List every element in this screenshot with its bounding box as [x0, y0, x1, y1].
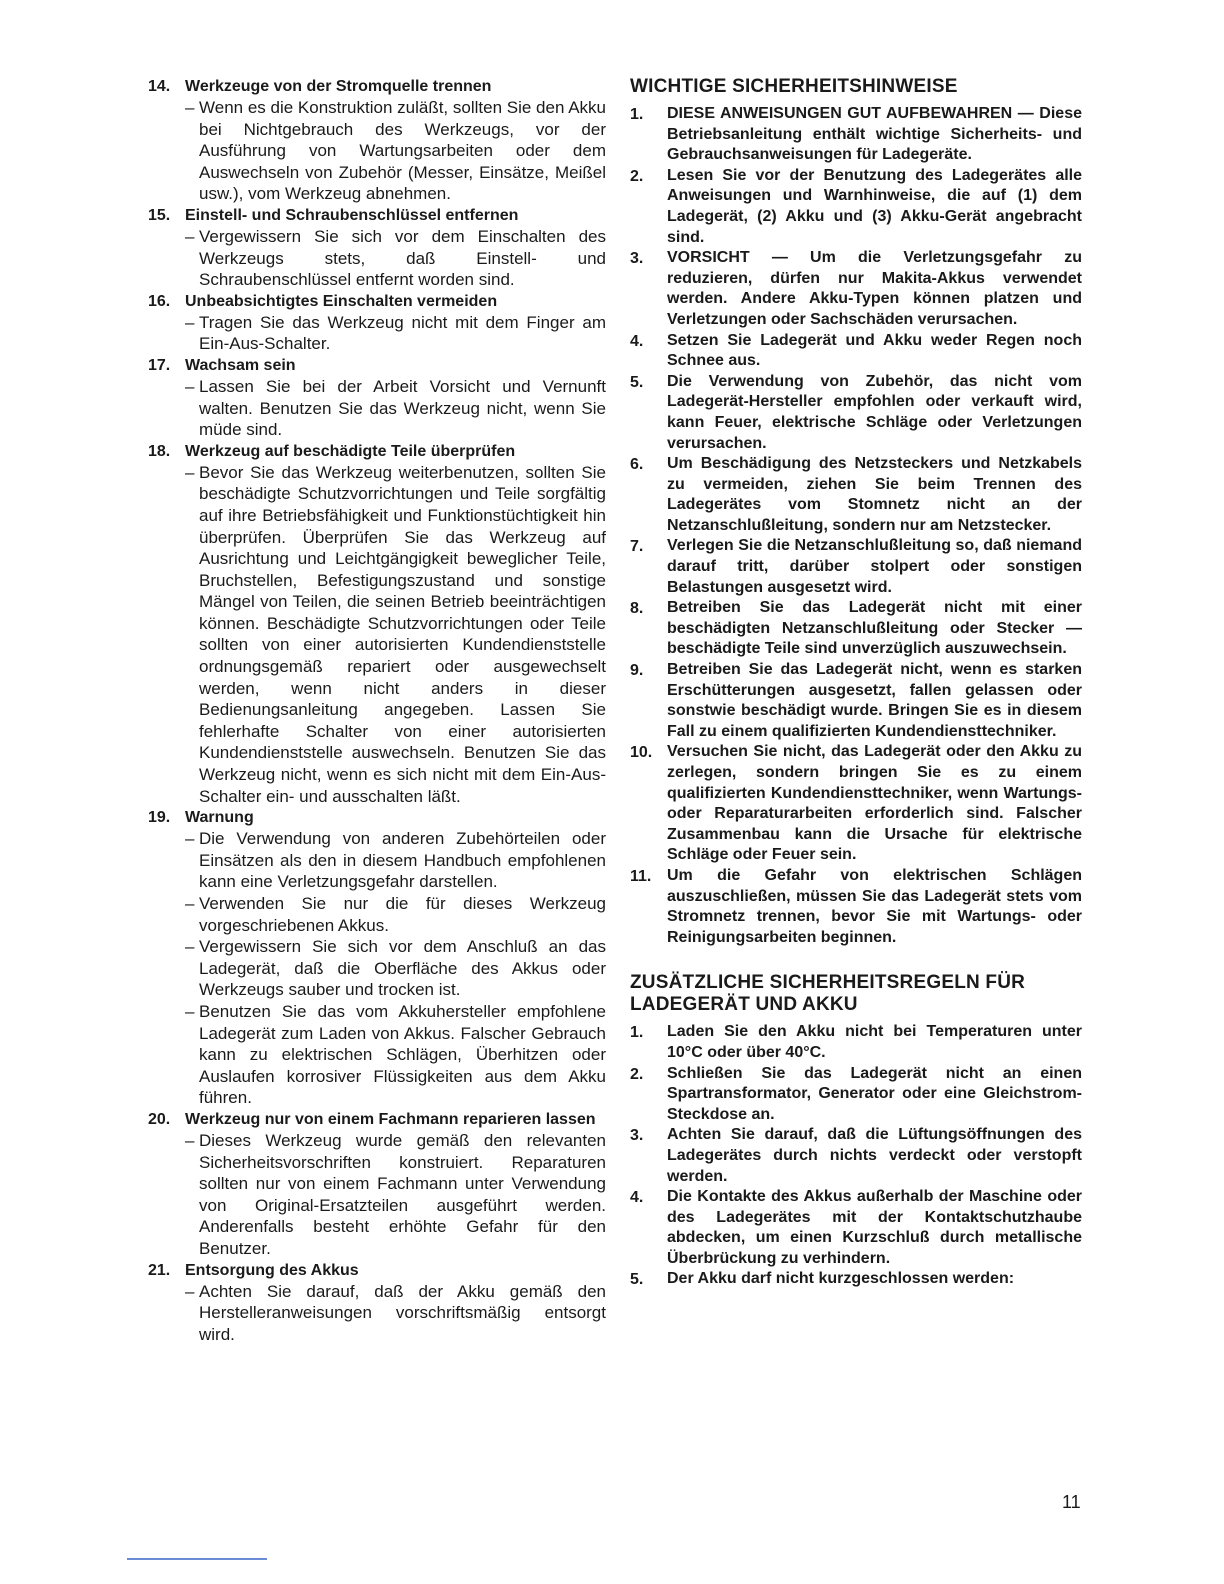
item-title: Warnung [185, 809, 254, 827]
safety-item-11: 11. Um die Gefahr von elektrischen Schlägen auszuschließen, müssen Sie das Ladegerät stets vom Stromnetz trennen, bevor Sie mit Wartungs- oder Reinigungsarbeiten beginnen. [630, 866, 1082, 946]
item-detail: – Vergewissern Sie sich vor dem Anschluß an das Ladegerät, daß die Oberfläche des Akkus oder Werkzeugs sauber und trocken ist. [185, 937, 606, 1000]
footer-divider [127, 1558, 267, 1560]
safety-item-5: 5. Die Verwendung von Zubehör, das nicht vom Ladegerät-Hersteller empfohlen oder verkauft wird, kann Feuer, elektrische Schläge oder Verletzungen verursachen. [630, 372, 1082, 452]
item-detail: – Tragen Sie das Werkzeug nicht mit dem Finger am Ein-Aus-Schalter. [185, 312, 606, 354]
section-heading: ZUSÄTZLICHE SICHERHEITSREGELN FÜR LADEGERÄT UND AKKU [630, 972, 1026, 1016]
extra-rule-2: 2. Schließen Sie das Ladegerät nicht an einen Spartransformator, Generator oder eine Gleichstrom-Steckdose an. [630, 1064, 1082, 1123]
safety-item-4: 4. Setzen Sie Ladegerät und Akku weder Regen noch Schnee aus. [630, 331, 1082, 370]
rule-item-20 [148, 1109, 606, 1260]
extra-rule-4: 4. Die Kontakte des Akkus außerhalb der Maschine oder des Ladegerätes mit der Kontaktschutzhaube abdecken, um einen Kurzschluß durch metallische Überbrückung zu verhindern. [630, 1188, 1082, 1267]
item-number: 19. [148, 809, 171, 827]
left-column [148, 76, 606, 1345]
rule-item-14 [148, 76, 606, 205]
item-number: 14. [148, 78, 171, 95]
item-number: 21. [148, 1261, 171, 1279]
rule-item-15 [148, 205, 606, 291]
right-column [630, 76, 1082, 1290]
item-detail: – Lassen Sie bei der Arbeit Vorsicht und Vernunft walten. Benutzen Sie das Werkzeug nicht, wenn Sie müde sind. [185, 376, 606, 440]
safety-item-2: 2. Lesen Sie vor der Benutzung des Ladegerätes alle Anweisungen und Warnhinweise, die auf (1) dem Ladegerät, (2) Akku und (3) Akku-Gerät angebracht sind. [630, 166, 1082, 246]
item-detail: – Achten Sie darauf, daß der Akku gemäß den Herstelleranweisungen vorschriftsmäßig entsorgt wird. [185, 1281, 606, 1344]
item-number: 15. [148, 206, 171, 224]
item-number: 18. [148, 442, 171, 460]
rule-item-21 [148, 1260, 606, 1346]
safety-item-7: 7. Verlegen Sie die Netzanschlußleitung so, daß niemand darauf tritt, darüber stolpert oder sonstigen Belastungen ausgesetzt wird. [630, 537, 1082, 596]
safety-item-10: 10. Versuchen Sie nicht, das Ladegerät oder den Akku zu zerlegen, sondern bringen Sie es zu einem qualifizierten Kundendiensttechniker, wenn Wartungs- oder Reparaturarbeiten erforderlich sind. Falscher Zusammenbau kann die Ursache für elektrische Schläge oder Feuer sein. [630, 743, 1082, 864]
rule-item-16 [148, 291, 606, 355]
item-title: Werkzeug nur von einem Fachmann reparieren lassen [185, 1110, 596, 1128]
item-title: Einstell- und Schraubenschlüssel entfernen [185, 206, 519, 224]
page-number: 11 [1062, 1492, 1081, 1512]
extra-rule-3: 3. Achten Sie darauf, daß die Lüftungsöffnungen des Ladegerätes durch nichts verdeckt oder verstopft werden. [630, 1126, 1082, 1185]
item-title: Werkzeuge von der Stromquelle trennen [185, 78, 492, 95]
item-number: 20. [148, 1110, 171, 1128]
item-detail: – Die Verwendung von anderen Zubehörteilen oder Einsätzen als den in diesem Handbuch empfohlenen kann eine Verletzungsgefahr darstellen. [185, 829, 606, 892]
extra-rule-1: 1. Laden Sie den Akku nicht bei Temperaturen unter 10°C oder über 40°C. [630, 1023, 1082, 1061]
safety-item-9: 9. Betreiben Sie das Ladegerät nicht, wenn es starken Erschütterungen ausgesetzt, fallen gelassen oder sonstwie beschädigt wurde. Bringen Sie es in diesem Fall zu einem qualifizierten Kundendiensttechniker. [630, 661, 1082, 740]
item-detail: – Verwenden Sie nur die für dieses Werkzeug vorgeschriebenen Akkus. [185, 894, 606, 935]
item-detail: – Benutzen Sie das vom Akkuhersteller empfohlene Ladegerät zum Laden von Akkus. Falscher Gebrauch kann zu elektrischen Schlägen, Überhitzen oder Auslaufen korrosiver Flüssigkeiten aus dem Akku führen. [185, 1001, 606, 1108]
item-number: 16. [148, 292, 171, 310]
item-title: Unbeabsichtigtes Einschalten vermeiden [185, 292, 498, 310]
item-number: 17. [148, 356, 171, 374]
extra-rule-5: 5. Der Akku darf nicht kurzgeschlossen werden: [630, 1270, 1015, 1289]
rule-item-17 [148, 355, 606, 441]
item-detail: – Wenn es die Konstruktion zuläßt, sollten Sie den Akku bei Nichtgebrauch des Werkzeugs, vor der Ausführung von Wartungsarbeiten oder dem Auswechseln von Zubehör (Messer, Einsätze, Meißel usw.), vom Werkzeug abnehmen. [185, 98, 606, 204]
rule-item-19 [148, 807, 606, 1109]
safety-item-3: 3. VORSICHT — Um die Verletzungsgefahr zu reduzieren, dürfen nur Makita-Akkus verwendet werden. Andere Akku-Typen können platzen und Verletzungen oder Sachschäden verursachen. [630, 249, 1082, 328]
safety-item-1: 1. DIESE ANWEISUNGEN GUT AUFBEWAHREN — Diese Betriebsanleitung enthält wichtige Sicherheits- und Gebrauchsanweisungen für Ladegeräte. [630, 105, 1082, 164]
item-title: Wachsam sein [185, 356, 296, 374]
rule-item-18 [148, 441, 606, 808]
item-title: Werkzeug auf beschädigte Teile überprüfen [185, 442, 516, 460]
item-detail: – Dieses Werkzeug wurde gemäß den relevanten Sicherheitsvorschriften konstruiert. Reparaturen sollten nur von einem Fachmann unter Verwendung von Original-Ersatzteilen ausgeführt werden. Anderenfalls besteht erhöhte Gefahr für den Benutzer. [185, 1130, 606, 1258]
section-heading: WICHTIGE SICHERHEITSHINWEISE [630, 76, 958, 97]
item-title: Entsorgung des Akkus [185, 1261, 359, 1279]
safety-item-8: 8. Betreiben Sie das Ladegerät nicht mit einer beschädigten Netzanschlußleitung oder Stecker — beschädigte Teile sind unverzüglich auszuwechsein. [630, 599, 1082, 658]
safety-item-6: 6. Um Beschädigung des Netzsteckers und Netzkabels zu vermeiden, ziehen Sie beim Trennen des Ladegerätes vom Stomnetz nicht an der Netzanschlußleitung, sondern nur am Netzstecker. [630, 455, 1082, 534]
item-detail: – Vergewissern Sie sich vor dem Einschalten des Werkzeugs stets, daß Einstell- und Schraubenschlüssel entfernt worden sind. [185, 226, 606, 290]
item-detail: – Bevor Sie das Werkzeug weiterbenutzen, sollten Sie beschädigte Schutzvorrichtungen und Teile sorgfältig auf ihre Betriebsfähigkeit und Funktionstüchtigkeit hin überprüfen. Überprüfen Sie das Werkzeug auf Ausrichtung und Leichtgängigkeit beweglicher Teile, Bruchstellen, Befestigungszustand und sonstige Mängel von Teilen, die seinen Betrieb beeinträchtigen können. Beschädigte Schutzvorrichtungen oder Teile sollten von einer autorisierten Kundendienststelle ordnungsgemäß repariert oder ausgewechselt werden, wenn nicht anders in dieser Bedienungsanleitung angegeben. Lassen Sie fehlerhafte Schalter von einer autorisierten Kundendienststelle auswechseln. Benutzen Sie das Werkzeug nicht, wenn es sich nicht mit dem Ein-Aus-Schalter ein- und ausschalten läßt. [185, 462, 606, 806]
